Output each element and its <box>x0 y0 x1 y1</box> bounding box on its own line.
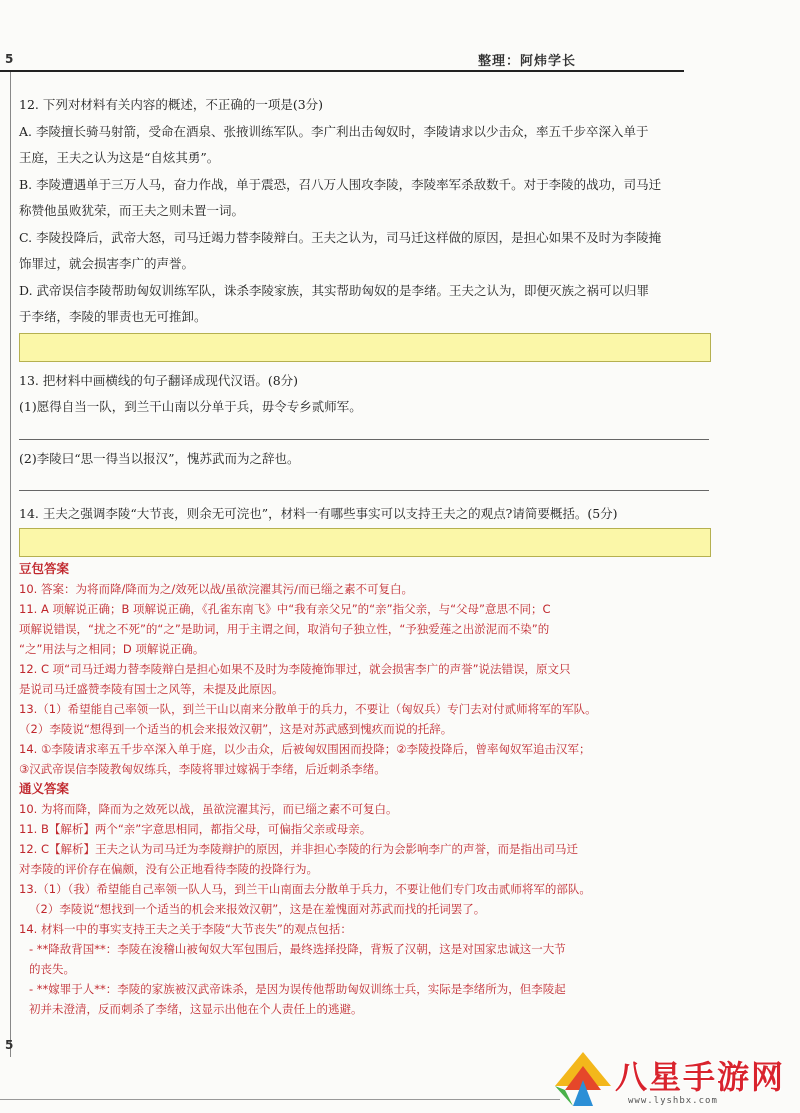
answer-line: 的丧失。 <box>29 961 75 976</box>
answers-doubao-title: 豆包答案 <box>19 560 70 576</box>
q12-line: A. 李陵擅长骑马射箭，受命在酒泉、张掖训练军队。李广利出击匈奴时，李陵请求以少击众，率五千步卒深入单于 <box>19 123 649 139</box>
answers-tongyi-title: 通义答案 <box>19 780 70 796</box>
answer-line: 13.（1）（我）希望能自己率领一队人马，到兰干山南面去分散单于兵力，不要让他们专门攻击贰师将军的部队。 <box>19 881 591 896</box>
header-title: 整理：阿炜学长 <box>478 54 577 69</box>
margin-line <box>10 72 11 1057</box>
answer-line-13-2[interactable] <box>19 490 709 491</box>
answer-box-12[interactable] <box>19 333 711 362</box>
answer-line: 14. ①李陵请求率五千步卒深入单于庭，以少击众，后被匈奴围困而投降；②李陵投降后，曾率匈奴军追击汉军； <box>19 741 591 756</box>
answers-doubao <box>19 559 707 779</box>
main-content <box>19 92 707 1019</box>
q13-sentence-1: (1)愿得自当一队，到兰干山南以分单于兵，毋令专乡贰师军。 <box>19 399 362 414</box>
answer-line: 是说司马迁盛赞李陵有国士之风等，未提及此原因。 <box>19 681 284 696</box>
answer-line: - **嫁罪于人**：李陵的家族被汉武帝诛杀，是因为误传他帮助匈奴训练士兵，实际是李绪所为，但李陵起 <box>29 981 566 996</box>
header-page-number: 5 <box>5 52 14 66</box>
answer-line-13-1[interactable] <box>19 439 709 440</box>
answer-line: - **降敌背国**：李陵在浚稽山被匈奴大军包围后，最终选择投降，背叛了汉朝，这是对国家忠诚这一大节 <box>29 941 566 956</box>
answer-line: 项解说错误，“扰之不死”的“之”是助词，用于主谓之间，取消句子独立性，“予独爱莲之出淤泥而不染”的 <box>19 621 550 636</box>
answer-line: ③汉武帝误信李陵教匈奴练兵，李陵将罪过嫁祸于李绪，后近刺杀李绪。 <box>19 761 386 776</box>
footer-rule <box>0 1099 560 1100</box>
answer-line: “之”用法与之相同；D 项解说正确。 <box>19 641 205 656</box>
question-14 <box>19 501 707 528</box>
answer-line: 11. B【解析】两个“亲”字意思相同，都指父母，可偏指父亲或母亲。 <box>19 821 372 836</box>
answers-tongyi <box>19 779 707 1019</box>
answer-line: 初并未澄清，反而刺杀了李绪，这显示出他在个人责任上的逃避。 <box>29 1001 363 1016</box>
q12-line: 王庭，王夫之认为这是“自炫其勇”。 <box>19 150 220 165</box>
q13-sentence-2: (2)李陵曰“思一得当以报汉”，愧苏武而为之辞也。 <box>19 450 300 466</box>
answer-line: （2）李陵说“想得到一个适当的机会来报效汉朝”，这是对苏武感到愧疚而说的托辞。 <box>19 721 453 736</box>
question-13 <box>19 368 707 492</box>
site-logo-url: www.lyshbx.com <box>628 1096 718 1106</box>
question-12 <box>19 92 707 331</box>
q12-line: B. 李陵遭遇单于三万人马，奋力作战，单于震恐，召八万人围攻李陵，李陵率军杀敌数千。对于李陵的战功，司马迁 <box>19 176 662 192</box>
answer-line: 14. 材料一中的事实支持王夫之关于李陵“大节丧失”的观点包括： <box>19 921 352 936</box>
q13-stem: 13. 把材料中画横线的句子翻译成现代汉语。(8分) <box>19 372 299 388</box>
q12-line: 饰罪过，就会损害李广的声誉。 <box>19 256 195 271</box>
answer-line: 10. 为将而降，降而为之效死以战，虽欲浣濯其污，而已缁之素不可复白。 <box>19 801 398 816</box>
answer-line: 对李陵的评价存在偏颇，没有公正地看待李陵的投降行为。 <box>19 861 318 876</box>
q12-stem: 12. 下列对材料有关内容的概述，不正确的一项是(3分) <box>19 97 324 112</box>
site-logo-text: 八星手游网 <box>615 1058 786 1096</box>
q12-line: 称赞他虽败犹荣，而王夫之则未置一词。 <box>19 203 245 218</box>
answer-line: （2）李陵说“想找到一个适当的机会来报效汉朝”，这是在羞愧面对苏武而找的托词罢了。 <box>29 901 486 916</box>
answer-box-14[interactable] <box>19 528 711 557</box>
q12-line: D. 武帝误信李陵帮助匈奴训练军队，诛杀李陵家族，其实帮助匈奴的是李绪。王夫之认为，即便灭族之祸可以归罪 <box>19 282 650 298</box>
answer-line: 10. 答案：为将而降/降而为之/效死以战/虽欲浣濯其污/而已缁之素不可复白。 <box>19 581 413 596</box>
answer-line: 11. A 项解说正确；B 项解说正确，《孔雀东南飞》中“我有亲父兄”的“亲”指父亲，与“父母”意思不同；C <box>19 601 551 616</box>
q14-stem: 14. 王夫之强调李陵“大节丧，则余无可浣也”，材料一有哪些事实可以支持王夫之的观点?请简要概括。(5分) <box>19 506 618 521</box>
answer-line: 12. C【解析】王夫之认为司马迁为李陵辩护的原因，并非担心李陵的行为会影响李广的声誉，而是指出司马迁 <box>19 841 578 856</box>
header-rule <box>0 70 684 72</box>
q12-line: 于李绪，李陵的罪责也无可推卸。 <box>19 309 207 324</box>
answer-line: 13.（1）希望能自己率领一队，到兰干山以南来分散单于的兵力，不要让（匈奴兵）专门去对付贰师将军的军队。 <box>19 701 597 716</box>
answer-line: 12. C 项“司马迁竭力替李陵辩白是担心如果不及时为李陵掩饰罪过，就会损害李广的声誉”说法错误，原文只 <box>19 661 571 676</box>
q12-line: C. 李陵投降后，武帝大怒，司马迁竭力替李陵辩白。王夫之认为，司马迁这样做的原因，是担心如果不及时为李陵掩 <box>19 229 662 245</box>
footer-page-number: 5 <box>5 1038 14 1052</box>
